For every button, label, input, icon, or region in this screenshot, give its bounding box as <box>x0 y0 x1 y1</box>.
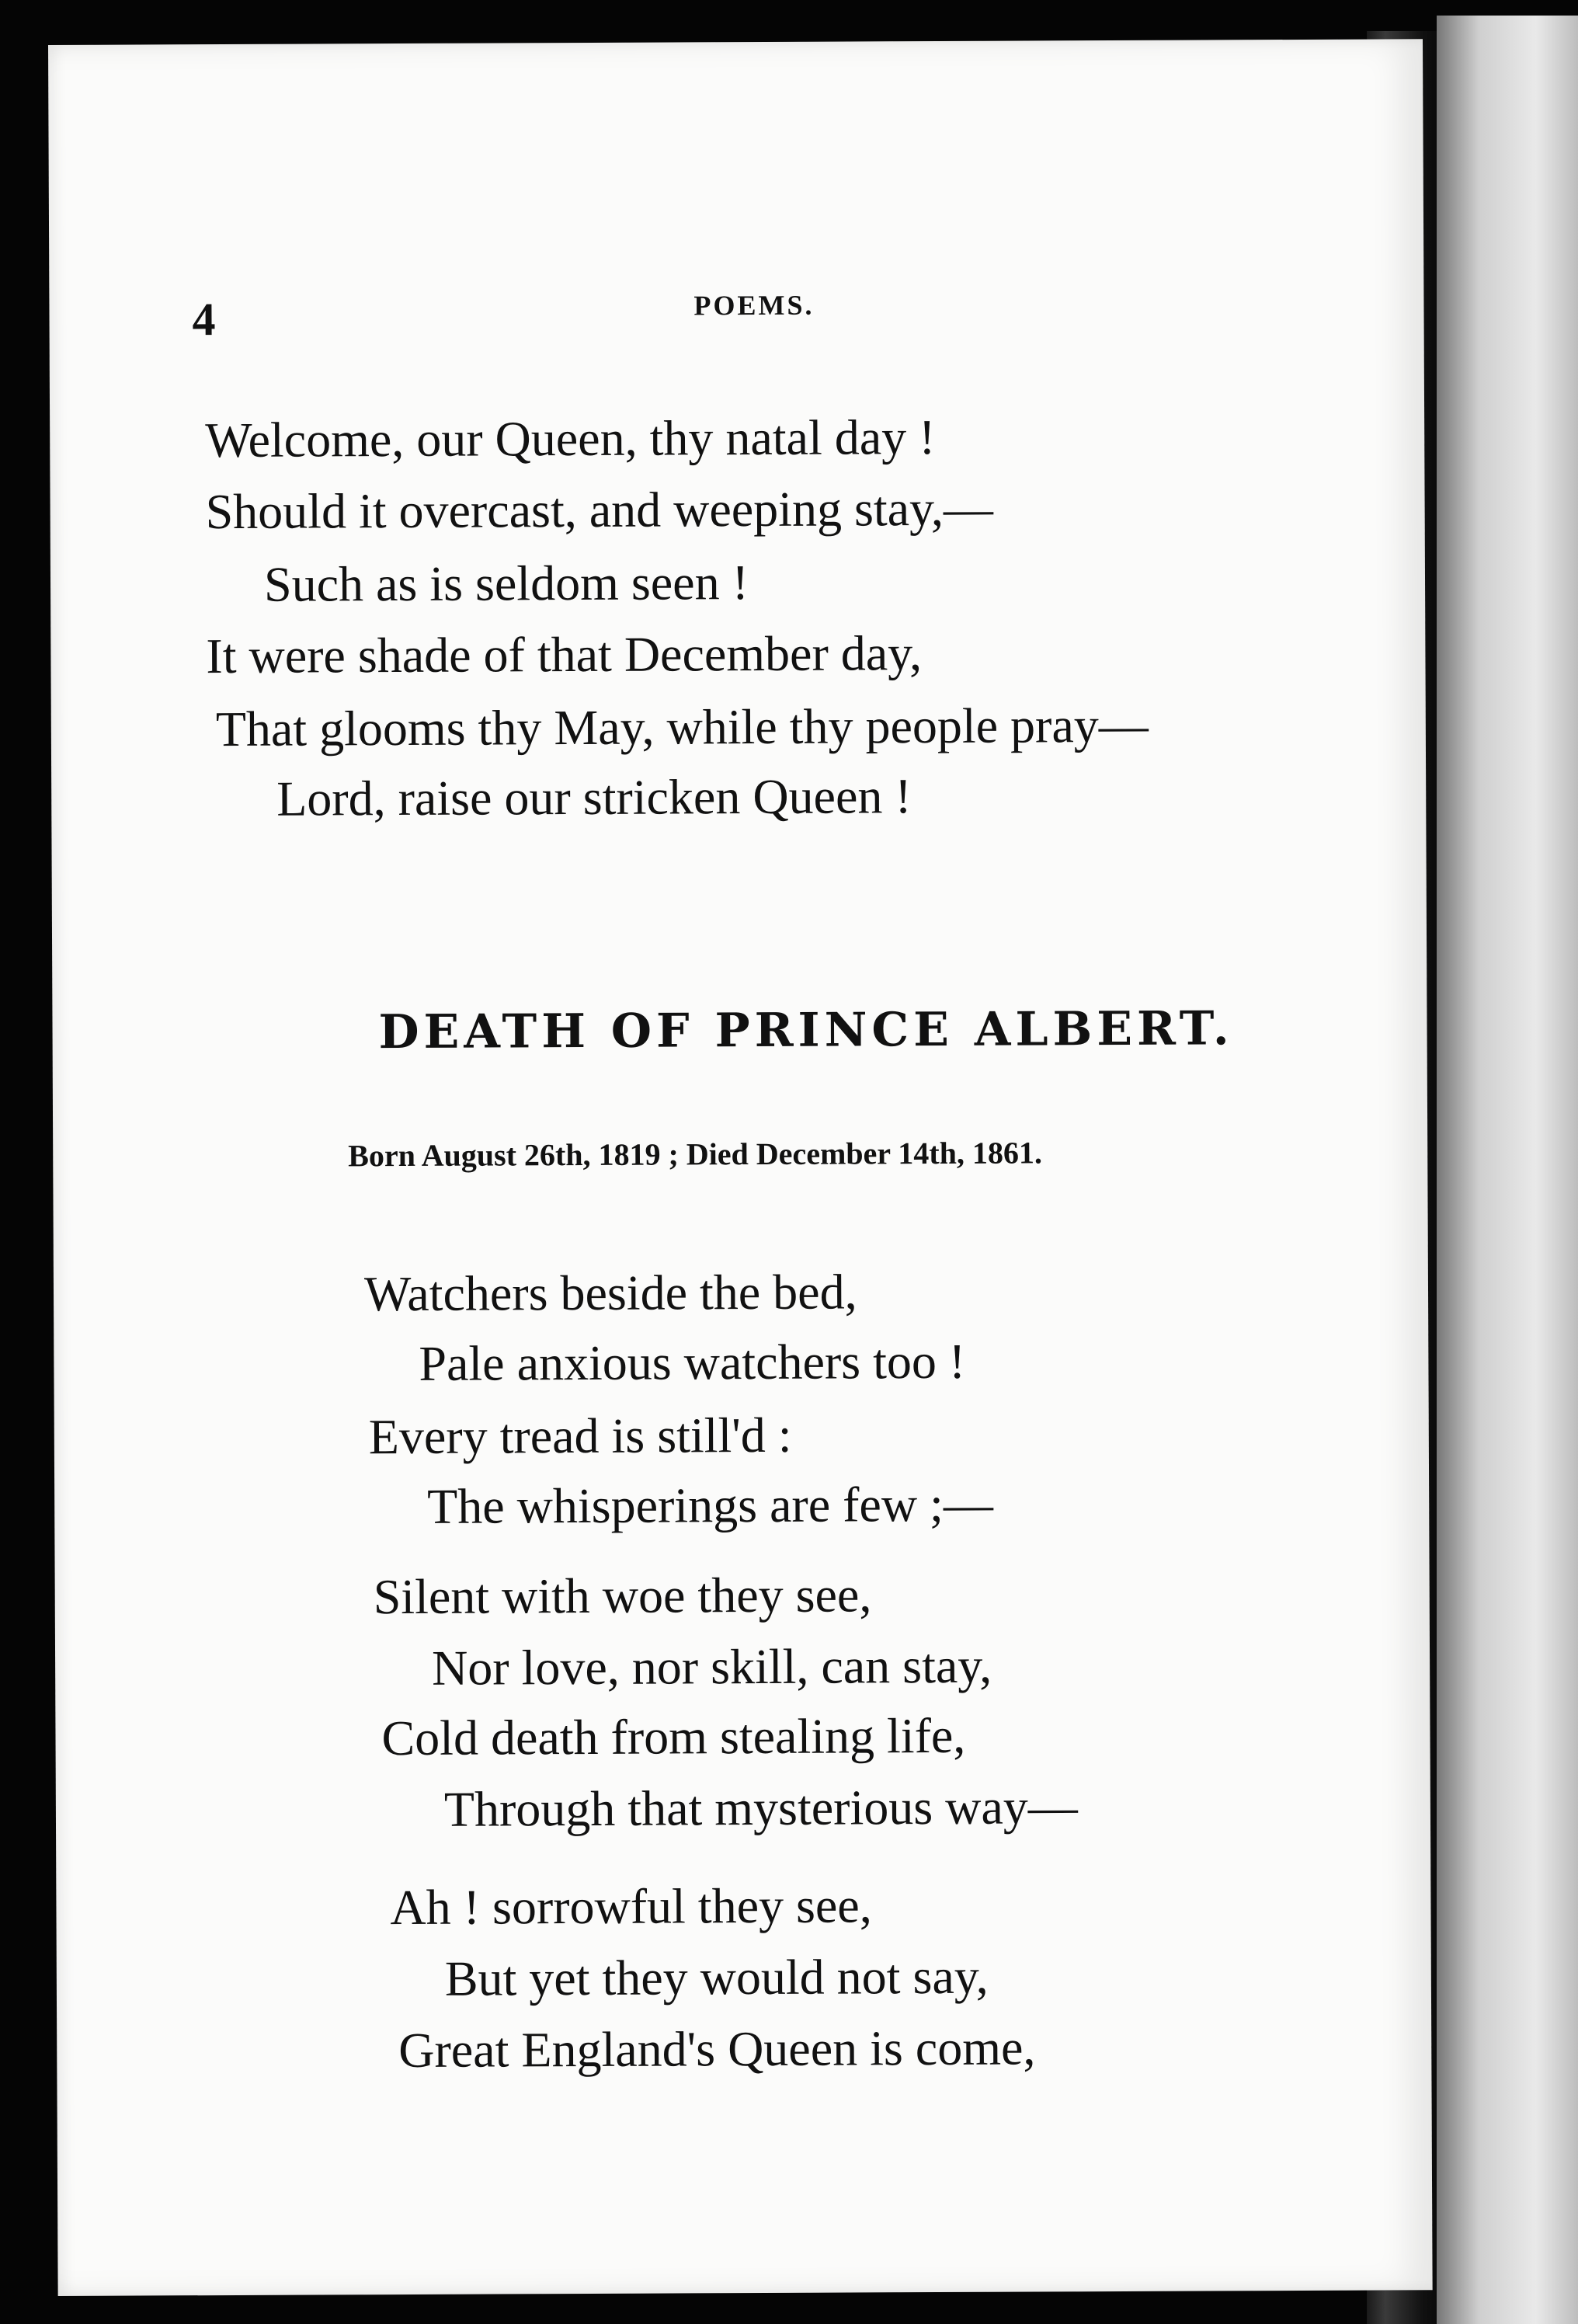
verse-line: Ah ! sorrowful they see, <box>390 1877 872 1936</box>
verse-line: Through that mysterious way— <box>443 1779 1078 1837</box>
verse-line: Welcome, our Queen, thy natal day ! <box>205 409 936 468</box>
verse-line: Lord, raise our stricken Queen ! <box>276 768 912 826</box>
verse-line: Silent with woe they see, <box>373 1567 872 1625</box>
running-head: POEMS. <box>693 289 815 322</box>
poem-title: DEATH OF PRINCE ALBERT. <box>378 1001 1234 1060</box>
verse-line: Great England's Queen is come, <box>398 2020 1036 2079</box>
verse-line: Every tread is still'd : <box>368 1407 792 1465</box>
verse-line: Pale anxious watchers too ! <box>419 1333 966 1391</box>
verse-line: Watchers beside the bed, <box>363 1264 857 1322</box>
verse-line: Should it overcast, and weeping stay,— <box>205 480 994 540</box>
verse-line: Nor love, nor skill, can stay, <box>431 1637 992 1696</box>
verse-line: That glooms thy May, while thy people pray— <box>215 697 1149 757</box>
facing-page-edge <box>1437 16 1578 2324</box>
book-page <box>48 39 1433 2296</box>
verse-line: It were shade of that December day, <box>206 625 923 684</box>
verse-line: But yet they would not say, <box>444 1948 989 2006</box>
verse-line: Such as is seldom seen ! <box>263 555 749 612</box>
poem-subtitle: Born August 26th, 1819 ; Died December 14th, 1861. <box>348 1135 1043 1174</box>
verse-line: Cold death from stealing life, <box>381 1707 966 1766</box>
page-number: 4 <box>192 294 216 346</box>
verse-line: The whisperings are few ;— <box>427 1476 994 1534</box>
